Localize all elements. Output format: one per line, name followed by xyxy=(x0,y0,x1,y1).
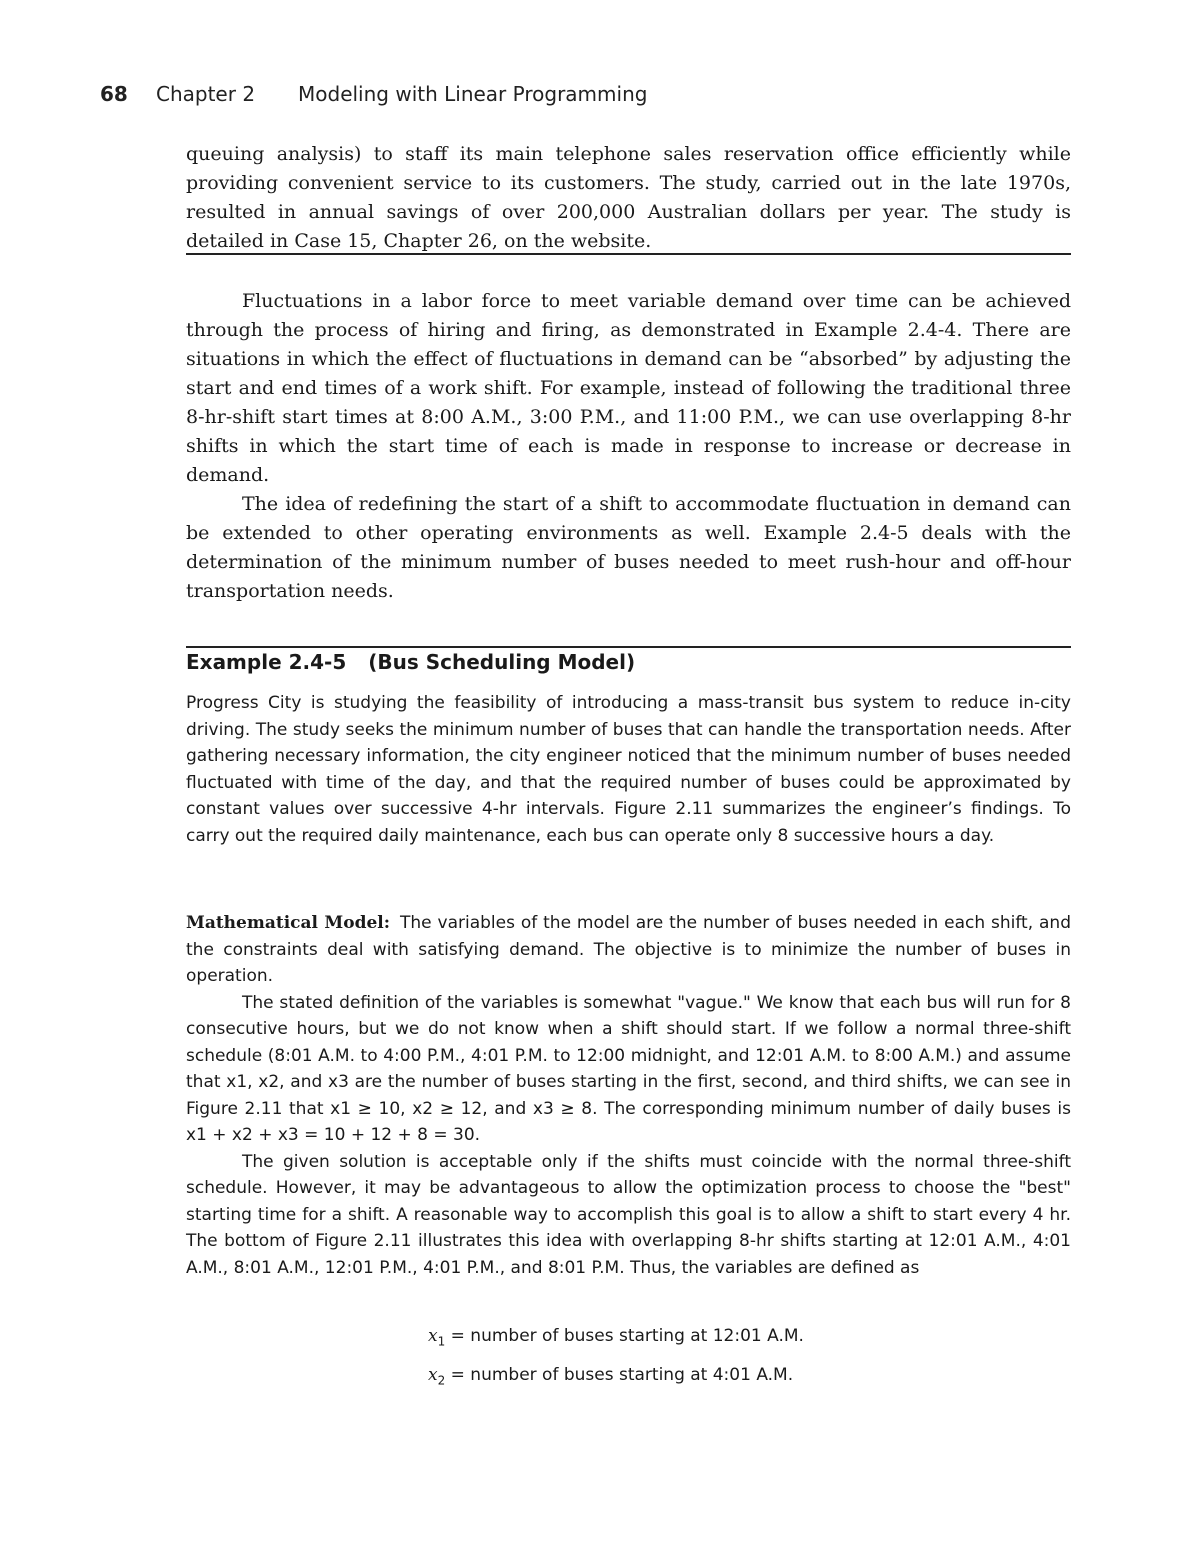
variable-symbol: x xyxy=(428,1326,438,1346)
intro-section xyxy=(186,287,1071,606)
page-number: 68 xyxy=(100,82,128,106)
example-heading xyxy=(186,650,635,674)
chapter-title: Modeling with Linear Programming xyxy=(298,82,648,106)
variable-definition-text: = number of buses starting at 12:01 A.M. xyxy=(450,1326,804,1346)
variable-subscript: 1 xyxy=(437,1334,446,1349)
case-box-paragraph: queuing analysis) to staff its main telephone sales reservation office efficiently while providing convenient service to its customers. The study, carried out in the late 1970s, resulted in annual savings of over 200,000 Australian dollars per year. The study is detailed in Case 15, Chapter 26, on the website. xyxy=(186,143,1071,252)
variable-definition-1 xyxy=(428,1326,804,1348)
case-box-bottom-rule xyxy=(186,253,1071,255)
chapter-label: Chapter 2 xyxy=(156,82,256,106)
intro-paragraph-1: Fluctuations in a labor force to meet variable demand over time can be achieved through the process of hiring and firing, as demonstrated in Example 2.4-4. There are situations in which the effect of fluctuations in demand can be “absorbed” by adjusting the start and end times of a work shift. For example, instead of following the traditional three 8-hr-shift start times at 8:00 A.M., 3:00 P.M., and 11:00 P.M., we can use overlapping 8-hr shifts in which the start time of each is made in response to increase or decrease in demand. xyxy=(186,290,1071,486)
example-title: (Bus Scheduling Model) xyxy=(368,650,636,674)
variable-definition-2 xyxy=(428,1365,793,1387)
example-number: Example 2.4-5 xyxy=(186,650,347,674)
math-model-section xyxy=(186,910,1071,1281)
model-paragraph-1-text: The variables of the model are the number of buses needed in each shift, and the constraints deal with satisfying demand. The objective is to minimize the number of buses in operation. xyxy=(186,913,1071,986)
model-paragraph-2: The stated definition of the variables is somewhat "vague." We know that each bus will run for 8 consecutive hours, but we do not know when a shift should start. If we follow a normal three-shift schedule (8:01 A.M. to 4:00 P.M., 4:01 P.M. to 12:00 midnight, and 12:01 A.M. to 8:00 A.M.) and assume that x1, x2, and x3 are the number of buses starting in the first, second, and third shifts, we can see in Figure 2.11 that x1 ≥ 10, x2 ≥ 12, and x3 ≥ 8. The corresponding minimum number of daily buses is x1 + x2 + x3 = 10 + 12 + 8 = 30. xyxy=(186,992,1071,1145)
variable-symbol: x xyxy=(428,1365,438,1385)
example-body xyxy=(186,690,1071,849)
example-top-rule xyxy=(186,646,1071,648)
example-paragraph: Progress City is studying the feasibility of introducing a mass-transit bus system to reduce in-city driving. The study seeks the minimum number of buses that can handle the transportation needs. After gathering necessary information, the city engineer noticed that the minimum number of buses needed fluctuated with time of the day, and that the required number of buses could be approximated by constant values over successive 4-hr intervals. Figure 2.11 summarizes the engineer’s findings. To carry out the required daily maintenance, each bus can operate only 8 successive hours a day. xyxy=(186,693,1071,846)
running-head xyxy=(100,82,647,106)
model-paragraph-3: The given solution is acceptable only if the shifts must coincide with the normal three-shift schedule. However, it may be advantageous to allow the optimization process to choose the "best" starting time for a shift. A reasonable way to accomplish this goal is to allow a shift to start every 4 hr. The bottom of Figure 2.11 illustrates this idea with overlapping 8-hr shifts starting at 12:01 A.M., 4:01 A.M., 8:01 A.M., 12:01 P.M., 4:01 P.M., and 8:01 P.M. Thus, the variables are defined as xyxy=(186,1151,1071,1278)
variable-definition-text: = number of buses starting at 4:01 A.M. xyxy=(450,1365,794,1385)
variable-subscript: 2 xyxy=(437,1373,446,1388)
model-paragraph-1 xyxy=(186,910,1071,990)
case-box-text xyxy=(186,140,1071,256)
math-model-heading: Mathematical Model: xyxy=(186,913,391,933)
intro-paragraph-2: The idea of redefining the start of a shift to accommodate fluctuation in demand can be extended to other operating environments as well. Example 2.4-5 deals with the determination of the minimum number of buses needed to meet rush-hour and off-hour transportation needs. xyxy=(186,493,1071,602)
